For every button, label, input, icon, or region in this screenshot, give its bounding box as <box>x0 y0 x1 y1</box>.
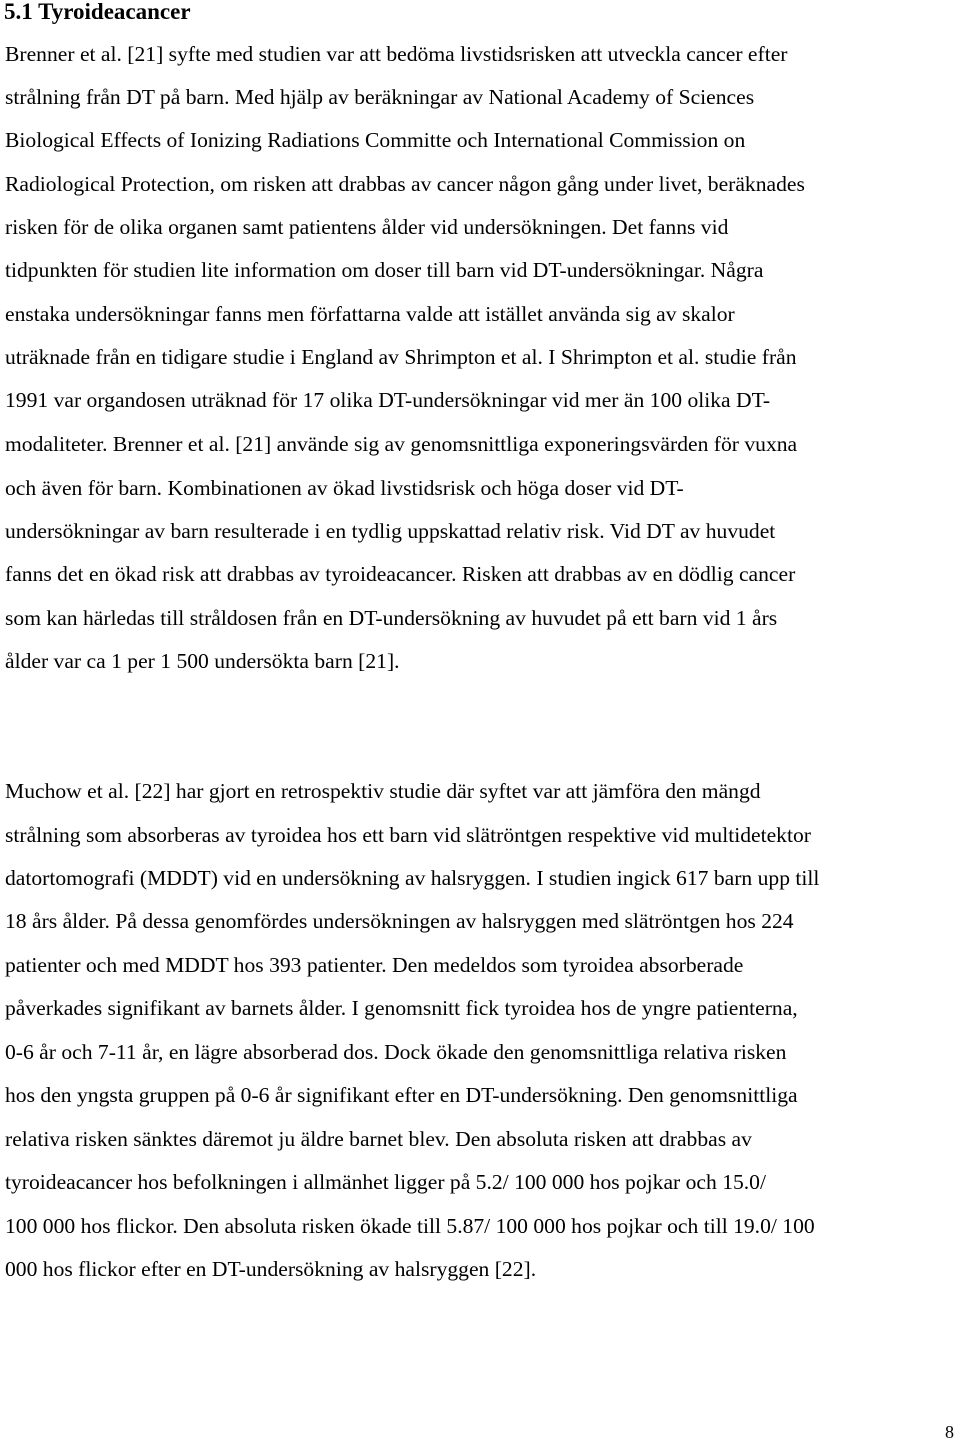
paragraph-line: modaliteter. Brenner et al. [21] använde sig av genomsnittliga exponeringsvärden för vuxna <box>5 432 798 456</box>
paragraph-line: Radiological Protection, om risken att drabbas av cancer någon gång under livet, beräknades <box>5 172 805 196</box>
paragraph-line: 100 000 hos flickor. Den absoluta risken ökade till 5.87/ 100 000 hos pojkar och till 19.0/ 100 <box>5 1214 815 1238</box>
paragraph-line: tidpunkten för studien lite information om doser till barn vid DT-undersökningar. Några <box>5 258 764 282</box>
paragraph-line: Muchow et al. [22] har gjort en retrospektiv studie där syftet var att jämföra den mängd <box>5 779 761 803</box>
paragraph-line: datortomografi (MDDT) vid en undersökning av halsryggen. I studien ingick 617 barn upp till <box>5 866 820 890</box>
section-heading: 5.1 Tyroideacancer <box>4 0 191 24</box>
paragraph-line: uträknade från en tidigare studie i England av Shrimpton et al. I Shrimpton et al. studie från <box>5 345 797 369</box>
paragraph-line: 1991 var organdosen uträknad för 17 olika DT-undersökningar vid mer än 100 olika DT- <box>5 388 771 412</box>
paragraph-line: strålning som absorberas av tyroidea hos ett barn vid slätröntgen respektive vid multidetektor <box>5 823 811 847</box>
paragraph-line: patienter och med MDDT hos 393 patienter. Den medeldos som tyroidea absorberade <box>5 953 744 977</box>
paragraph-line: påverkades signifikant av barnets ålder. I genomsnitt fick tyroidea hos de yngre patienterna, <box>5 996 798 1020</box>
paragraph-line: 0-6 år och 7-11 år, en lägre absorberad dos. Dock ökade den genomsnittliga relativa risken <box>5 1040 787 1064</box>
paragraph-line: som kan härledas till stråldosen från en DT-undersökning av huvudet på ett barn vid 1 års <box>5 606 778 630</box>
paragraph-line: tyroideacancer hos befolkningen i allmänhet ligger på 5.2/ 100 000 hos pojkar och 15.0/ <box>5 1170 766 1194</box>
paragraph-line: enstaka undersökningar fanns men författarna valde att istället använda sig av skalor <box>5 302 735 326</box>
paragraph-line: och även för barn. Kombinationen av ökad livstidsrisk och höga doser vid DT- <box>5 476 684 500</box>
paragraph-line: strålning från DT på barn. Med hjälp av beräkningar av National Academy of Sciences <box>5 85 755 109</box>
paragraph-line: 000 hos flickor efter en DT-undersökning av halsryggen [22]. <box>5 1257 537 1281</box>
paragraph-line: relativa risken sänktes däremot ju äldre barnet blev. Den absoluta risken att drabbas av <box>5 1127 752 1151</box>
paragraph-line: Biological Effects of Ionizing Radiations Committe och International Commission on <box>5 128 746 152</box>
paragraph-line: 18 års ålder. På dessa genomfördes undersökningen av halsryggen med slätröntgen hos 224 <box>5 909 794 933</box>
paragraph-line: hos den yngsta gruppen på 0-6 år signifikant efter en DT-undersökning. Den genomsnittliga <box>5 1083 798 1107</box>
paragraph-line: fanns det en ökad risk att drabbas av tyroideacancer. Risken att drabbas av en dödlig cancer <box>5 562 796 586</box>
paragraph-line: Brenner et al. [21] syfte med studien var att bedöma livstidsrisken att utveckla cancer efter <box>5 42 788 66</box>
paragraph-line: risken för de olika organen samt patientens ålder vid undersökningen. Det fanns vid <box>5 215 729 239</box>
page-number: 8 <box>945 1422 954 1442</box>
paragraph-line: ålder var ca 1 per 1 500 undersökta barn [21]. <box>5 649 400 673</box>
paragraph-line: undersökningar av barn resulterade i en tydlig uppskattad relativ risk. Vid DT av huvudet <box>5 519 776 543</box>
